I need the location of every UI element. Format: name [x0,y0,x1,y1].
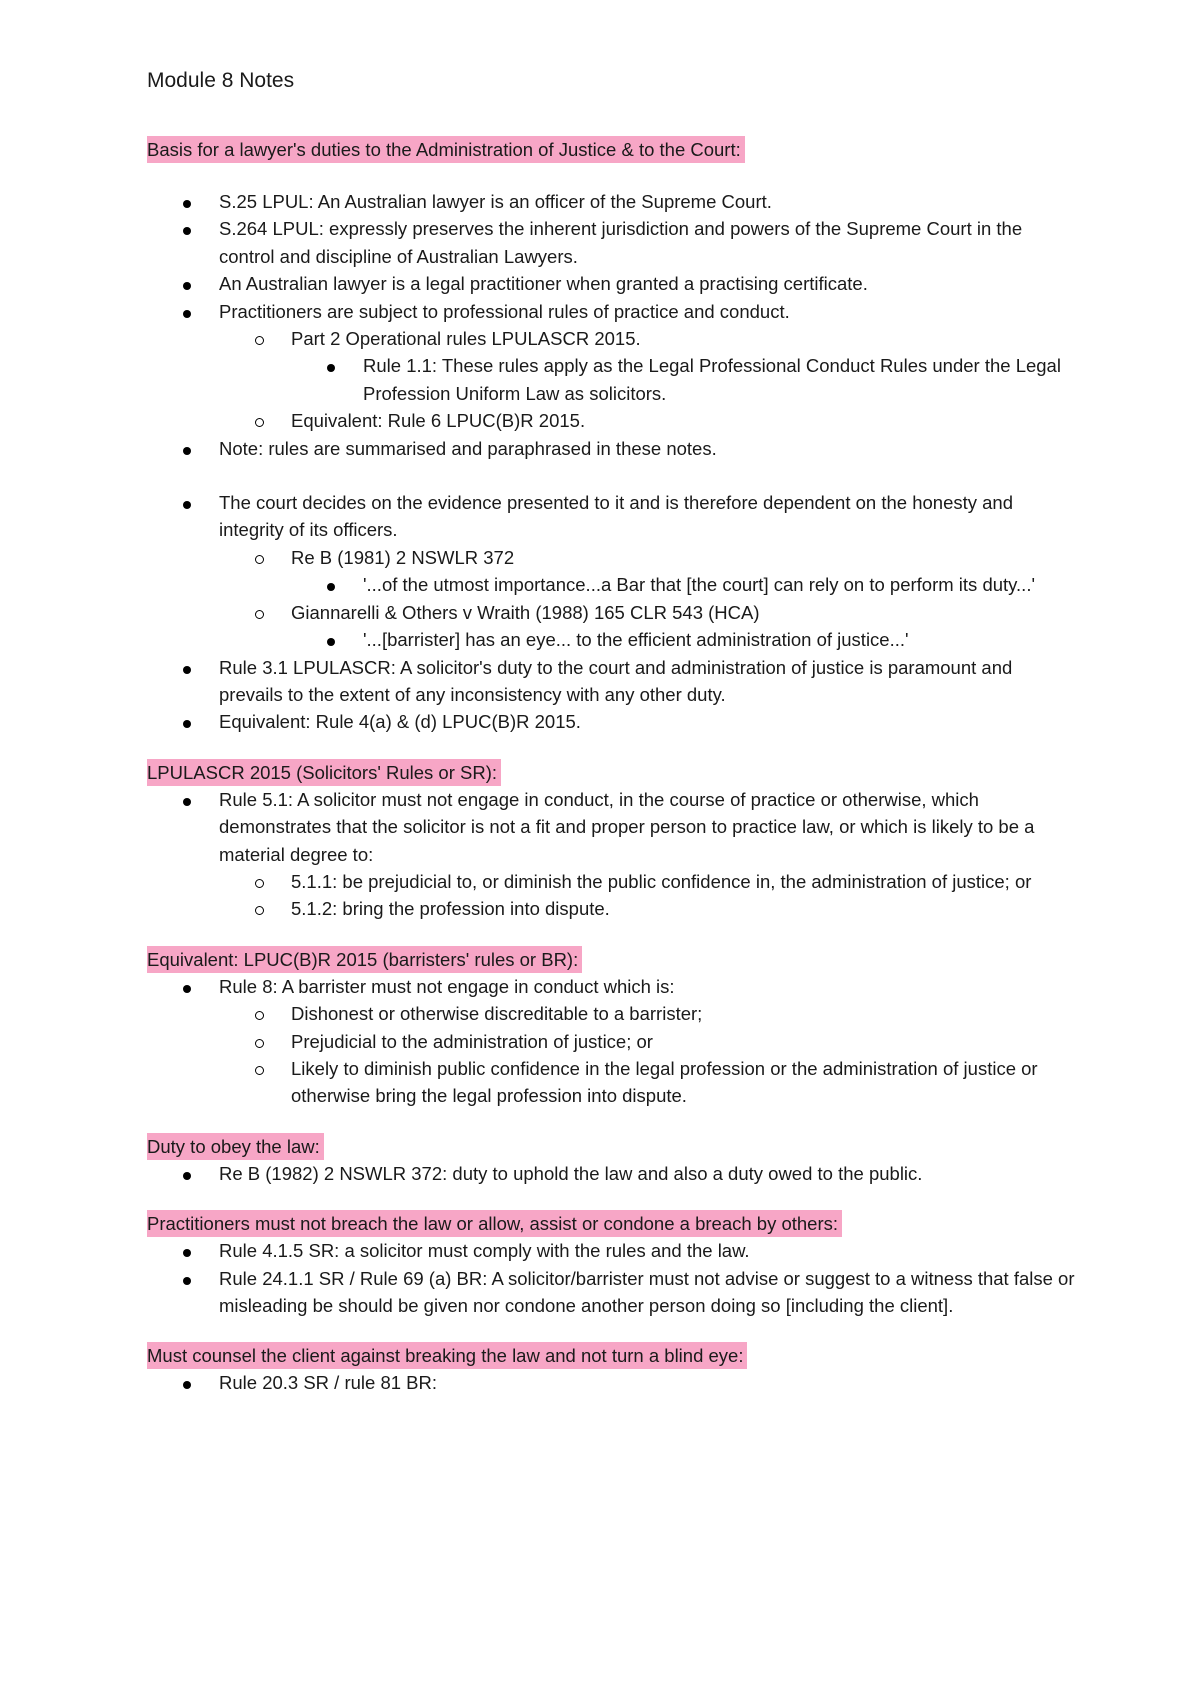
bullet-icon [327,583,335,591]
hollow-bullet-icon [255,879,264,888]
bullet-list [147,188,1077,736]
list-item [147,352,1077,407]
list-item-text: 5.1.2: bring the profession into dispute. [291,898,610,920]
document-page [147,66,1077,1420]
list-item-text: Prejudicial to the administration of justice; or [291,1030,653,1052]
list-item-text: Equivalent: Rule 4(a) & (d) LPUC(B)R 2015. [219,711,581,733]
bullet-list [147,1369,1077,1396]
document-title: Module 8 Notes [147,69,295,92]
section-3 [147,946,1077,1110]
section-4 [147,1133,1077,1187]
hollow-bullet-icon [255,555,264,564]
list-item [147,435,1077,462]
section-heading: Basis for a lawyer's duties to the Administration of Justice & to the Court: [147,136,745,163]
bullet-icon [183,200,191,208]
list-item-text: The court decides on the evidence presented to it and is therefore dependent on the honesty and integrity of its officers. [219,492,1014,541]
section-heading: LPULASCR 2015 (Solicitors' Rules or SR): [147,759,501,786]
bullet-list [147,1237,1077,1319]
sections-container [147,136,1077,1397]
list-item [147,325,1077,352]
list-item [147,599,1077,626]
list-item-text: Rule 3.1 LPULASCR: A solicitor's duty to the court and administration of justice is paramount and prevails to the extent of any inconsistency with any other duty. [219,656,1013,705]
bullet-icon [183,985,191,993]
list-item-text: Rule 1.1: These rules apply as the Legal Professional Conduct Rules under the Legal Profession Uniform Law as solicitors. [363,355,1061,404]
list-item [147,895,1077,922]
section-heading: Duty to obey the law: [147,1133,324,1160]
list-item [147,868,1077,895]
list-item-text: Re B (1981) 2 NSWLR 372 [291,546,515,568]
bullet-icon [183,310,191,318]
list-item [147,626,1077,653]
list-item [147,188,1077,215]
section-2 [147,759,1077,923]
hollow-bullet-icon [255,1011,264,1020]
hollow-bullet-icon [255,610,264,619]
bullet-icon [327,638,335,646]
section-heading: Equivalent: LPUC(B)R 2015 (barristers' rules or BR): [147,946,582,973]
list-item [147,1000,1077,1027]
list-item [147,1369,1077,1396]
bullet-icon [183,720,191,728]
list-item-text: Dishonest or otherwise discreditable to a barrister; [291,1003,703,1025]
bullet-list [147,1160,1077,1187]
list-item [147,1265,1077,1320]
list-item-text: Rule 4.1.5 SR: a solicitor must comply with the rules and the law. [219,1240,750,1262]
list-item [147,973,1077,1000]
list-item-text: An Australian lawyer is a legal practitioner when granted a practising certificate. [219,273,868,295]
bullet-list [147,786,1077,923]
bullet-icon [183,227,191,235]
list-item-text: Rule 8: A barrister must not engage in conduct which is: [219,975,675,997]
section-6 [147,1342,1077,1396]
hollow-bullet-icon [255,1039,264,1048]
list-item [147,708,1077,735]
list-item [147,544,1077,571]
list-item [147,1028,1077,1055]
list-item-text: Note: rules are summarised and paraphrased in these notes. [219,437,717,459]
list-item [147,654,1077,709]
list-item [147,1160,1077,1187]
list-item-text: Giannarelli & Others v Wraith (1988) 165 CLR 543 (HCA) [291,601,760,623]
list-item [147,571,1077,598]
bullet-icon [183,798,191,806]
list-item [147,1055,1077,1110]
bullet-icon [183,1381,191,1389]
list-item-text: S.25 LPUL: An Australian lawyer is an officer of the Supreme Court. [219,191,772,212]
list-item-text: Practitioners are subject to professional rules of practice and conduct. [219,300,790,322]
hollow-bullet-icon [255,418,264,427]
bullet-icon [183,282,191,290]
bullet-icon [183,1172,191,1180]
list-item-text: S.264 LPUL: expressly preserves the inherent jurisdiction and powers of the Supreme Court in the control and discipline of Australian Lawyers. [219,218,1023,267]
bullet-icon [327,364,335,372]
list-item-text: Likely to diminish public confidence in the legal profession or the administration of justice or otherwise bring the legal profession into dispute. [291,1057,1038,1107]
bullet-icon [183,501,191,509]
list-item [147,786,1077,868]
hollow-bullet-icon [255,1066,264,1075]
list-item-text: Rule 20.3 SR / rule 81 BR: [219,1372,437,1394]
list-item-text: Rule 5.1: A solicitor must not engage in conduct, in the course of practice or otherwise, which demonstrates that the solicitor is not a fit and proper person to practice law, or which is likely to be a material degree to: [219,788,1035,865]
list-item [147,489,1077,544]
section-1 [147,136,1077,736]
bullet-icon [183,447,191,455]
section-heading: Must counsel the client against breaking the law and not turn a blind eye: [147,1342,747,1369]
list-item [147,215,1077,270]
section-5 [147,1210,1077,1319]
hollow-bullet-icon [255,906,264,915]
blank-line [147,462,1077,489]
list-item-text: Equivalent: Rule 6 LPUC(B)R 2015. [291,410,586,432]
list-item-text: Re B (1982) 2 NSWLR 372: duty to uphold the law and also a duty owed to the public. [219,1162,923,1184]
bullet-list [147,973,1077,1110]
section-heading: Practitioners must not breach the law or allow, assist or condone a breach by others: [147,1210,842,1237]
list-item-text: Part 2 Operational rules LPULASCR 2015. [291,328,641,350]
bullet-icon [183,1249,191,1257]
hollow-bullet-icon [255,336,264,345]
list-item-text: Rule 24.1.1 SR / Rule 69 (a) BR: A solicitor/barrister must not advise or suggest to a witness that false or misleading be should be given nor condone another person doing so [including the client]. [219,1267,1075,1316]
list-item [147,298,1077,325]
bullet-icon [183,666,191,674]
list-item-text: 5.1.1: be prejudicial to, or diminish the public confidence in, the administration of justice; or [291,870,1032,892]
list-item [147,407,1077,434]
list-item-text: '...[barrister] has an eye... to the efficient administration of justice...' [363,629,909,651]
list-item [147,1237,1077,1264]
bullet-icon [183,1277,191,1285]
list-item [147,270,1077,297]
list-item-text: '...of the utmost importance...a Bar that [the court] can rely on to perform its duty...' [363,574,1035,596]
